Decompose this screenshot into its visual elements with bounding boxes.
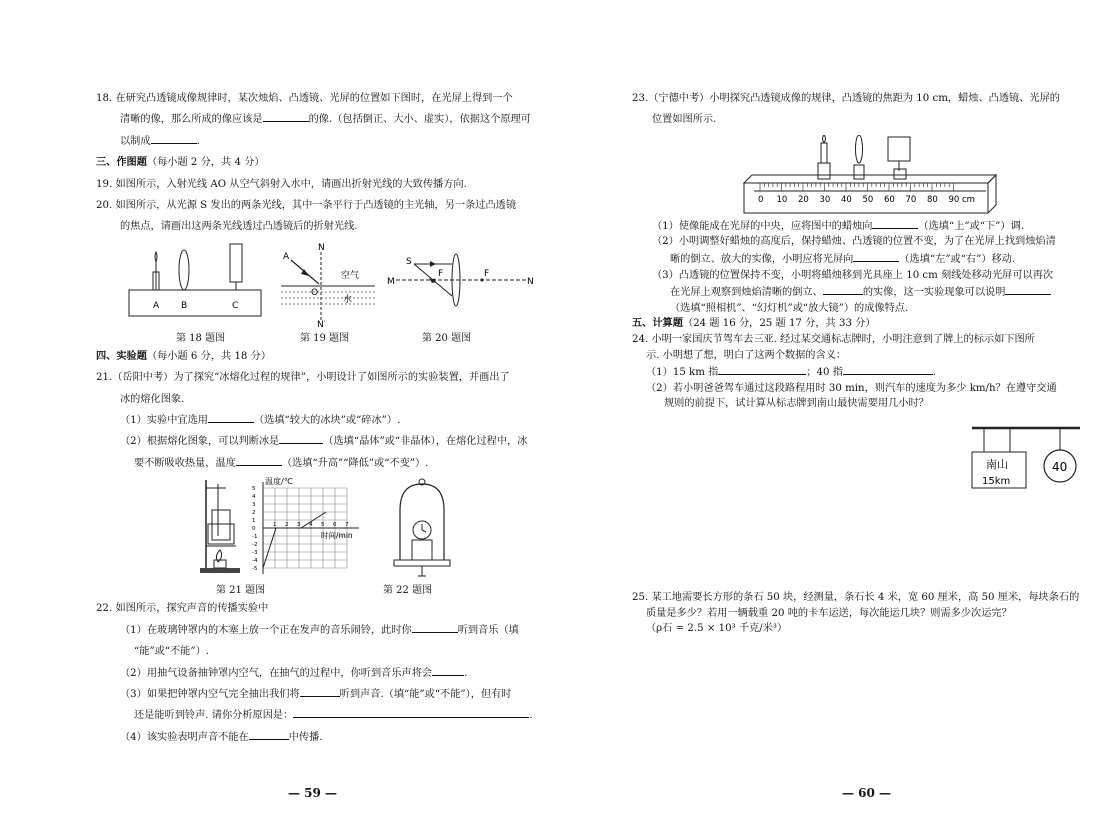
ruler-tick-label: 10: [776, 194, 788, 205]
fig21-xtick: 1: [273, 522, 277, 529]
ruler-tick-label: 40: [841, 194, 852, 205]
ruler-tick-label: 70: [905, 194, 917, 205]
figure-20: [386, 242, 536, 326]
fig19-label-n: N: [318, 242, 325, 253]
q24-part2-cont: 规则的前提下，试计算从标志牌到南山最快需要用几小时？: [664, 398, 929, 410]
fig20-label-s: S: [406, 256, 412, 267]
fig21-ytick: 3: [252, 502, 256, 509]
fig20-label-f1: F: [438, 268, 444, 279]
q21-line2: 冰的熔化图象.: [120, 393, 185, 405]
q24-line2: 示. 小明想了想，明白了这两个数据的含义：: [646, 349, 847, 361]
section-4-title: 四、实验题（每小题 6 分，共 18 分）: [96, 349, 272, 362]
q21-part1: （1）实验中宜选用 （选填“较大的冰块”或“碎冰”）.: [96, 410, 558, 431]
fig18-label-a: A: [153, 300, 160, 311]
fig18-label-b: B: [181, 300, 188, 311]
q25-line2: 质量是多少？若用一辆载重 20 吨的卡车运送，每次能运几块？则需多少次运完？: [646, 607, 1012, 619]
q24-part1: （1）15 km 指 ；40 指 .: [632, 363, 1094, 381]
ruler-tick-label: 0: [758, 194, 764, 205]
fig21-ytick: 0: [252, 526, 256, 533]
figure-row-18-20: [96, 242, 558, 328]
fig19-label-n-prime: N′: [317, 319, 326, 328]
ruler-tick-label: 30: [819, 194, 831, 205]
right-page: [632, 88, 1094, 635]
fig18-label-c: C: [232, 300, 239, 311]
q22-part3-cont: 还是能听到铃声. 请你分析原因是： .: [96, 705, 558, 726]
q22-part3: （3）如果把钟罩内空气完全抽出我们将 听到声音.（填“能”或“不能”），但有时: [96, 684, 558, 705]
q21-part2: （2）根据熔化图象，可以判断冰是 （选填“晶体”或“非晶体），在熔化过程中，冰: [96, 431, 558, 452]
q22-part1-cont: “能”或“不能”）.: [134, 646, 210, 658]
page-number-60: — 60 —: [842, 786, 892, 800]
q21-line1: 21.（岳阳中考）为了探究“冰熔化过程的规律”，小明设计了如图所示的实验装置，并画出了: [96, 372, 510, 384]
q20-line2: 的焦点，请画出这两条光线透过凸透镜后的折射光线.: [120, 221, 358, 233]
fig21-xtick: 2: [285, 522, 289, 529]
ruler-tick-label: 90: [948, 194, 960, 205]
ruler-tick-label: 60: [884, 194, 895, 205]
sign-place: 南山: [986, 458, 1008, 471]
ruler-tick-label: 20: [798, 194, 809, 205]
figure-18: [126, 242, 266, 326]
fig21-xtick: 6: [333, 522, 337, 529]
optical-bench-figure: [632, 135, 1094, 217]
fig21-xtick: 4: [309, 522, 313, 529]
q23-part1: （1）使像能成在光屏的中央，应将图中的蜡烛向 （选填“上”或“下”）调.: [632, 217, 1094, 235]
caption-22: 第 22 题图: [383, 585, 433, 597]
ruler-unit: cm: [962, 194, 975, 205]
q18-line1: 18. 在研究凸透镜成像规律时，某次烛焰、凸透镜、光屏的位置如下图时，在光屏上得到一个: [96, 93, 513, 104]
q23-line1: 23.（宁德中考）小明探究凸透镜成像的规律，凸透镜的焦距为 10 cm，蜡烛、凸透镜、光屏的: [632, 93, 1060, 104]
fig21-xtick: 7: [345, 522, 349, 529]
fig21-ytick: 1: [252, 518, 256, 525]
figure-22: [388, 476, 458, 580]
captions-21-22: [96, 580, 558, 598]
q23-part3-cont: 在光屏上观察到烛焰清晰的倒立、 的实像，这一实验现象可以说明: [632, 283, 1094, 301]
q22-line1: 22. 如图所示，探究声音的传播实验中: [96, 603, 269, 615]
q18-line2: 清晰的像，那么所成的像应该是 的像.（包括倒正、大小、虚实），依据这个原理可: [96, 109, 558, 130]
figure-row-21-22: [96, 476, 558, 580]
section-3-title: 三、作图题（每小题 2 分，共 4 分）: [96, 156, 265, 169]
q25-line1: 25. 某工地需要长方形的条石 50 块，经测量，条石长 4 米，宽 60 厘米，高 50 厘米，每块条石的: [632, 592, 1080, 603]
left-page: [96, 88, 558, 748]
ruler-tick-label: 50: [862, 194, 874, 205]
caption-21: 第 21 题图: [216, 585, 266, 597]
captions-18-20: [96, 328, 558, 346]
figure-21-graph: [251, 476, 366, 580]
fig21-ytick: 2: [252, 510, 256, 517]
fig21-ytick: 4: [252, 494, 256, 501]
q19-text: 19. 如图所示，入射光线 AO 从空气斜射入水中，请画出折射光线的大致传播方向.: [96, 178, 467, 190]
q23-part2-cont: 晰的倒立、放大的实像，小明应将光屏向 （选填“左”或“右”）移动.: [632, 250, 1094, 268]
fig20-label-n: N: [527, 276, 534, 287]
q22-part2: （2）用抽气设备抽钟罩内空气，在抽气的过程中，你听到音乐声将会 .: [96, 663, 558, 684]
q25-line3: （ρ石 = 2.5 × 10³ 千克/米³）: [646, 623, 788, 635]
fig21-xlabel: 时间/min: [321, 531, 353, 541]
sign-distance: 15km: [982, 476, 1011, 487]
caption-19: 第 19 题图: [300, 332, 350, 344]
fig21-ytick: -5: [252, 566, 258, 573]
q23-line2: 位置如图所示.: [652, 114, 717, 126]
ruler-tick-label: 80: [927, 194, 938, 205]
fig19-label-air: 空气: [341, 270, 360, 281]
fig21-ylabel: 温度/℃: [265, 477, 293, 487]
optical-bench: [738, 135, 1002, 217]
fig21-xtick: 3: [297, 522, 301, 529]
q24-part2: （2）若小明爸爸驾车通过这段路程用时 30 min，则汽车的速度为多少 km/h？在遵守交通: [646, 382, 1057, 394]
fig21-ytick: -4: [252, 558, 258, 565]
fig19-label-a: A: [283, 251, 290, 262]
figure-19: [271, 242, 381, 328]
fig19-label-o: O: [311, 287, 319, 298]
fig19-label-water: 水: [343, 294, 353, 305]
q24-line1: 24. 小明一家国庆节驾车去三亚. 经过某交通标志牌时，小明注意到了牌上的标示如下图所: [632, 333, 1035, 345]
q18-line3: 以制成 .: [96, 131, 558, 152]
section-5-title: 五、计算题（24 题 16 分，25 题 17 分，共 33 分）: [632, 317, 876, 330]
q23-part3: （3）凸透镜的位置保持不变，小明将蜡烛移到光具座上 10 cm 刻线处移动光屏可以再次: [652, 269, 1054, 281]
fig20-label-f2: F: [484, 268, 490, 279]
fig21-ytick: -1: [252, 534, 258, 541]
caption-18: 第 18 题图: [176, 332, 226, 344]
traffic-sign: [970, 424, 1082, 494]
fig21-ytick: -2: [252, 542, 258, 549]
fig21-xtick: 5: [321, 522, 325, 529]
fig21-ytick: 5: [252, 486, 256, 493]
figure-21-apparatus: [196, 476, 246, 576]
q23-part3-cont2: （选填“照相机”、“幻灯机”或“放大镜”）的成像特点.: [670, 302, 909, 314]
q22-part4: （4）该实验表明声音不能在 中传播.: [96, 727, 558, 748]
fig21-ytick: -3: [252, 550, 258, 557]
q22-part1: （1）在玻璃钟罩内的木塞上放一个正在发声的音乐闹铃，此时你 听到音乐（填: [96, 620, 558, 641]
q21-part2-cont: 要不断吸收热量，温度 （选填“升高”“降低”或“不变”）.: [96, 453, 558, 474]
speed-limit-value: 40: [1052, 460, 1068, 474]
q23-part2: （2）小明调整好蜡烛的高度后，保持蜡烛、凸透镜的位置不变，为了在光屏上找到烛焰清: [652, 236, 1056, 248]
fig20-label-m: M: [387, 276, 395, 287]
q20-line1: 20. 如图所示，从光源 S 发出的两条光线，其中一条平行于凸透镜的主光轴，另一条过凸透镜: [96, 200, 517, 212]
caption-20: 第 20 题图: [422, 332, 472, 344]
page-number-59: — 59 —: [288, 786, 338, 800]
